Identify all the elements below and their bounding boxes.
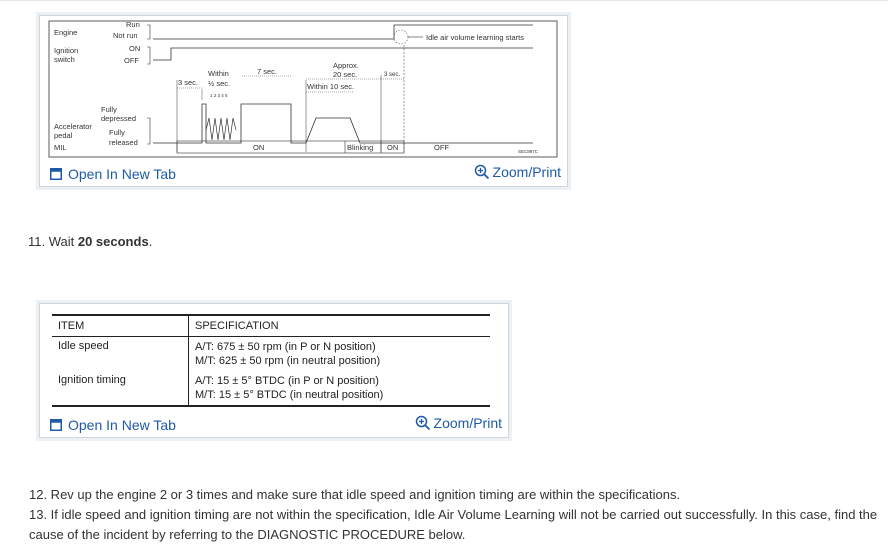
label-within-10: Within 10 sec. xyxy=(307,82,355,91)
specification-figure xyxy=(39,303,509,438)
label-mil-on: ON xyxy=(253,143,265,152)
open-new-tab-link[interactable] xyxy=(50,166,176,182)
open-new-tab-icon xyxy=(50,419,62,431)
label-approx: Approx. xyxy=(333,61,359,70)
specification-table xyxy=(52,314,490,407)
accelerator-pumps xyxy=(206,118,236,140)
label-half-sec: ½ sec. xyxy=(208,79,231,88)
row-spec-idle-speed xyxy=(189,337,491,372)
label-20sec: 20 sec. xyxy=(333,70,358,79)
table-header-row xyxy=(52,315,490,337)
label-idle-air-starts: Idle air volume learning starts xyxy=(426,33,524,42)
step-13: 13. If idle speed and ignition timing are not within the specification, Idle Air Volume Learning will not be carried out successfully. In this case, find the cause of the incident by referring to the DIAGNOSTIC PROCEDURE below. xyxy=(29,507,878,542)
label-mil-on-2: ON xyxy=(387,143,399,152)
open-new-tab-icon xyxy=(50,168,62,180)
spec-line: M/T: 15 ± 5° BTDC (in neutral position) xyxy=(195,389,384,401)
label-mil: MIL xyxy=(54,143,67,152)
open-new-tab-label: Open In New Tab xyxy=(68,166,176,182)
figure-code: SEC897C xyxy=(518,149,539,154)
steps-12-13 xyxy=(29,485,879,545)
ignition-bracket xyxy=(147,47,150,64)
step-11-emphasis: 20 seconds xyxy=(77,234,149,249)
accelerator-bracket xyxy=(147,118,150,144)
zoom-print-label: Zoom/Print xyxy=(492,164,561,180)
label-engine: Engine xyxy=(54,28,78,37)
label-ign-off: OFF xyxy=(124,56,139,65)
zoom-print-link[interactable] xyxy=(474,164,561,180)
open-new-tab-link-2[interactable] xyxy=(50,417,176,433)
zoom-print-link-2[interactable] xyxy=(415,415,502,431)
label-run: Run xyxy=(126,20,140,29)
header-item: ITEM xyxy=(52,315,189,337)
open-new-tab-label: Open In New Tab xyxy=(68,417,176,433)
step-11 xyxy=(28,234,152,249)
label-counts: 1 2 3 4 5 xyxy=(210,93,228,98)
label-ignition-1: Ignition xyxy=(54,46,79,55)
label-accelerator-1: Accelerator xyxy=(54,122,92,131)
step-11-suffix: . xyxy=(148,234,153,249)
label-fully-released-2: released xyxy=(109,138,138,147)
row-item-ignition-timing: Ignition timing xyxy=(52,371,189,406)
spec-line: A/T: 675 ± 50 rpm (in P or N position) xyxy=(195,341,376,353)
label-not-run: Not run xyxy=(113,31,138,40)
label-3sec-a: 3 sec. xyxy=(178,78,199,87)
label-fully-depressed-1: Fully xyxy=(101,105,117,114)
label-fully-released-1: Fully xyxy=(109,128,125,137)
step-12: 12. Rev up the engine 2 or 3 times and make sure that idle speed and ignition timing are within the specifications. xyxy=(29,487,681,502)
zoom-magnifier-icon xyxy=(474,164,490,180)
label-ign-on: ON xyxy=(129,44,141,53)
label-3sec-b: 3 sec. xyxy=(384,72,401,78)
row-item-idle-speed: Idle speed xyxy=(58,340,109,352)
label-ignition-2: switch xyxy=(54,55,75,64)
table-row xyxy=(52,337,490,372)
zoom-magnifier-icon xyxy=(415,415,431,431)
timing-diagram xyxy=(48,20,559,160)
table-row xyxy=(52,371,490,406)
label-within: Within xyxy=(208,69,229,78)
timing-diagram-figure xyxy=(39,15,568,187)
engine-bracket xyxy=(147,25,150,39)
label-mil-blinking: Blinking xyxy=(347,143,374,152)
label-fully-depressed-2: depressed xyxy=(101,114,137,123)
step-11-prefix: 11. Wait xyxy=(28,234,78,249)
label-7sec: 7 sec. xyxy=(257,67,278,76)
label-accelerator-2: pedal xyxy=(54,131,73,140)
learning-start-marker xyxy=(394,30,408,44)
top-divider xyxy=(0,0,888,1)
row-spec-ignition-timing xyxy=(189,371,491,406)
zoom-print-label: Zoom/Print xyxy=(433,415,502,431)
label-mil-off: OFF xyxy=(434,143,449,152)
header-specification: SPECIFICATION xyxy=(189,315,491,337)
spec-line: A/T: 15 ± 5° BTDC (in P or N position) xyxy=(195,375,379,387)
spec-line: M/T: 625 ± 50 rpm (in neutral position) xyxy=(195,355,381,367)
ignition-signal xyxy=(153,48,533,60)
